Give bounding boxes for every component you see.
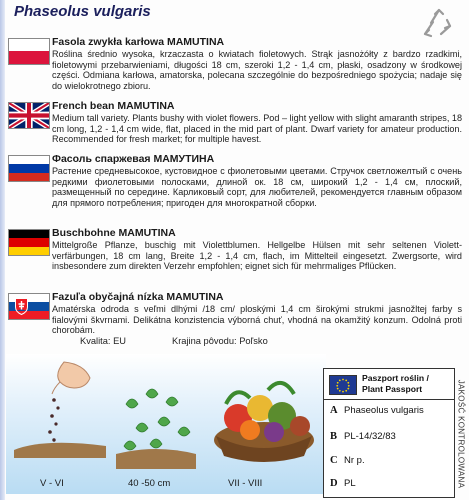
passport-header [324, 369, 454, 400]
section-title: Buschbohne MAMUTINA [52, 227, 176, 239]
section-slovak [0, 291, 469, 341]
quality-control-text: JAKOŚĆ KONTROLOWANA [456, 379, 466, 489]
quality-control-stamp [453, 372, 467, 498]
section-title: Fazuľa obyčajná nízka MAMUTINA [52, 291, 224, 303]
growing-illustrations [6, 354, 326, 494]
section-title: French bean MAMUTINA [52, 100, 175, 112]
vegetable-basket-icon [208, 356, 320, 466]
section-russian [0, 153, 469, 225]
eu-flag-icon [329, 375, 357, 395]
flag-poland-icon [8, 38, 50, 65]
passport-title-en: Plant Passport [362, 384, 423, 394]
sowing-hand-icon [14, 358, 106, 458]
passport-title [362, 373, 429, 395]
section-body: Mittelgroße Pflanze, buschig mit Violettblumen. Hellgelbe Hülsen mit sehr seltenen Violett-verfärbungen, 18 cm lang, Breite 1,2 - 1,4 cm, flach, im Mittelteil eingesetzt. Zwergsorte, wird insbesondere zum direkten Verzehr empfohlen; eignet sich für mehrmaliges Pflücken. [52, 240, 462, 272]
passport-row-d: D PL [330, 478, 356, 489]
header [0, 0, 469, 26]
section-body: Medium tall variety. Plants bushy with violet flowers. Pod – light yellow with slight amaranth stripes, 18 cm long, 1,2 - 1,4 cm wide, flat, placed in the mid part of plant. Dwarf variety for amateur production. Recommended for fresh market; for multiple havest. [52, 113, 462, 145]
section-body: Roślina średnio wysoka, krzaczasta o kwiatach fioletowych. Strąk jasnożółty z bardzo rzadkimi, fioletowymi przebarwieniami, długości 18 cm, szeroki 1,2 - 1,4 cm, płaski, osadzony w środkowej części. Odmiana karłowa, amatorska, polecana szczególnie do bezpośredniego spożycia; nadaje się do wielokrotnego zbioru. [52, 49, 462, 91]
passport-row-a: A Phaseolus vulgaris [330, 405, 424, 416]
plant-passport-box [323, 368, 455, 498]
flag-russia-icon [8, 155, 50, 182]
flag-slovakia-icon [8, 293, 50, 320]
flag-uk-icon [8, 102, 50, 129]
origin-label: Krajina pôvodu: Poľsko [172, 336, 268, 346]
flag-germany-icon [8, 229, 50, 256]
spacing-label: 40 -50 cm [128, 478, 171, 489]
section-body: Растение средневысокое, кустовидное с фиолетовыми цветами. Стручок светложелтый с очень редкими фиолетовыми полосками, длиной ок. 18 см, широкий 1,2 - 1,4 см, плоский, размещенный по середине. Карликовый сорт, для любителей, рекомендуется главным образом для прямого потребления; пригоден для многократной сборки. [52, 166, 462, 208]
species-title: Phaseolus vulgaris [14, 3, 151, 20]
section-title: Fasola zwykła karłowa MAMUTINA [52, 36, 225, 48]
section-english [0, 100, 469, 152]
passport-title-pl: Paszport roślin / [362, 373, 429, 383]
sowing-period-label: V - VI [40, 478, 64, 489]
passport-row-c: C Nr p. [330, 455, 365, 466]
section-title: Фасоль спаржевая МАМУТИНА [52, 153, 215, 165]
section-polish [0, 36, 469, 100]
passport-row-b: B PL-14/32/83 [330, 431, 396, 442]
bean-plants-icon [116, 374, 196, 469]
section-body: Amatérska odroda s veľmi dlhými /18 cm/ ploskými 1,4 cm širokými strukmi jasnožltej farby s fialovými škvrnami. Delikátna konzistencia výborná chuť, vhodná na okamžitý konzum. Odolná proti chorobám. [52, 304, 462, 336]
quality-label: Kvalita: EU [80, 336, 126, 346]
section-german [0, 227, 469, 287]
harvest-period-label: VII - VIII [228, 478, 263, 489]
